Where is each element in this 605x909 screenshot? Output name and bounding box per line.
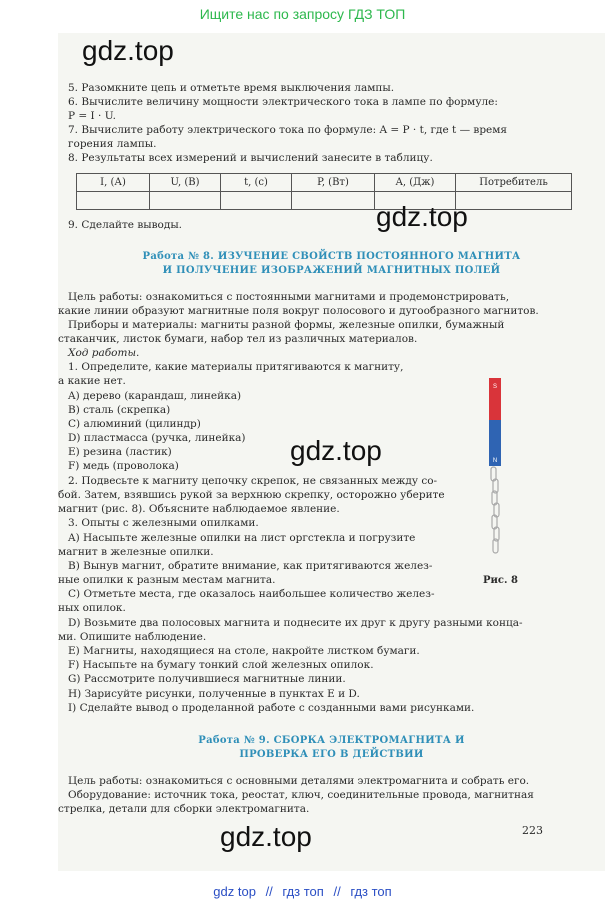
work8-title: Работа № 8. ИЗУЧЕНИЕ СВОЙСТВ ПОСТОЯННОГО МАГНИТА: [142, 251, 521, 262]
text-line: 7. Вычислите работу электрического тока по формуле: A = P · t, где t — время: [68, 124, 508, 136]
footer-link[interactable]: гдз топ: [282, 884, 324, 899]
text-line: Цель работы: ознакомиться с основными деталями электромагнита и собрать его.: [68, 775, 530, 787]
text-line: C) алюминий (цилиндр): [68, 418, 201, 430]
figure-caption: Рис. 8: [483, 575, 518, 586]
text-line: H) Зарисуйте рисунки, полученные в пунктах E и D.: [68, 688, 360, 700]
text-line: бой. Затем, взявшись рукой за верхнюю скрепку, осторожно уберите: [58, 489, 445, 501]
text-line: P = I · U.: [68, 110, 116, 122]
table-header-cell: P, (Вт): [292, 174, 375, 192]
text-line: F) Насыпьте на бумагу тонкий слой железных опилок.: [68, 659, 374, 671]
footer-link[interactable]: гдз топ: [350, 884, 392, 899]
text-line: ми. Опишите наблюдение.: [58, 631, 207, 643]
textbook-page: [58, 33, 605, 871]
text-line: B) сталь (скрепка): [68, 404, 171, 416]
results-table: [76, 173, 572, 210]
text-line: магнит (рис. 8). Объясните наблюдаемое явление.: [58, 503, 340, 515]
table-cell: [77, 192, 150, 210]
text-line: F) медь (проволока): [68, 460, 179, 472]
text-line: D) пластмасса (ручка, линейка): [68, 432, 246, 444]
table-cell: [150, 192, 221, 210]
text-line: а какие нет.: [58, 375, 126, 387]
table-row: [77, 192, 572, 210]
text-line: Цель работы: ознакомиться с постоянными магнитами и продемонстрировать,: [68, 291, 510, 303]
banner[interactable]: Ищите нас по запросу ГДЗ ТОП: [199, 6, 406, 22]
text-line: E) Магниты, находящиеся на столе, накройте листком бумаги.: [68, 645, 420, 657]
work8-title: И ПОЛУЧЕНИЕ ИЗОБРАЖЕНИЙ МАГНИТНЫХ ПОЛЕЙ: [162, 265, 501, 276]
text-line: 3. Опыты с железными опилками.: [68, 517, 259, 529]
footer-separator: //: [265, 884, 273, 899]
page-number: 223: [522, 824, 543, 837]
text-line: горения лампы.: [68, 138, 157, 150]
text-line: 8. Результаты всех измерений и вычислений занесите в таблицу.: [68, 152, 433, 164]
magnet-s-label: S: [492, 384, 498, 390]
text-line: B) Вынув магнит, обратите внимание, как притягиваются желез-: [68, 560, 433, 572]
text-line: A) дерево (карандаш, линейка): [68, 390, 242, 402]
footer-links: [0, 884, 605, 899]
table-header-cell: Потребитель: [456, 174, 572, 192]
work9-title: Работа № 9. СБОРКА ЭЛЕКТРОМАГНИТА И: [198, 735, 465, 746]
table-cell: [456, 192, 572, 210]
text-line: Приборы и материалы: магниты разной формы, железные опилки, бумажный: [68, 319, 505, 331]
text-line: 6. Вычислите величину мощности электрического тока в лампе по формуле:: [68, 96, 498, 108]
text-line: 1. Определите, какие материалы притягиваются к магниту,: [68, 361, 404, 373]
text-line: 2. Подвесьте к магниту цепочку скрепок, не связанных между со-: [68, 475, 438, 487]
text-line: магнит в железные опилки.: [58, 546, 214, 558]
table-header-cell: t, (с): [221, 174, 292, 192]
text-line: ные опилки к разным местам магнита.: [58, 574, 276, 586]
footer-separator: //: [333, 884, 341, 899]
paper-clip-chain: [491, 467, 499, 553]
watermark-logo: gdz.top: [82, 35, 174, 66]
text-line: G) Рассмотрите получившиеся магнитные линии.: [68, 673, 346, 685]
text-line: 5. Разомкните цепь и отметьте время выключения лампы.: [68, 82, 395, 94]
text-line: Оборудование: источник тока, реостат, ключ, соединительные провода, магнитная: [68, 789, 534, 801]
table-header-cell: I, (А): [77, 174, 150, 192]
text-line: C) Отметьте места, где оказалось наибольшее количество желез-: [68, 588, 435, 600]
table-header-row: [77, 174, 572, 192]
text-line: I) Сделайте вывод о проделанной работе с созданными вами рисунками.: [68, 702, 475, 714]
table-cell: [221, 192, 292, 210]
watermark-logo: gdz.top: [290, 435, 382, 466]
table-header-cell: A, (Дж): [375, 174, 456, 192]
watermark-logo: gdz.top: [376, 201, 468, 232]
text-line: стаканчик, листок бумаги, набор тел из различных материалов.: [58, 333, 418, 345]
footer-link[interactable]: gdz top: [213, 884, 256, 899]
table-header-cell: U, (В): [150, 174, 221, 192]
magnet-figure: [476, 376, 512, 566]
text-line: 9. Сделайте выводы.: [68, 219, 183, 231]
watermark-logo: gdz.top: [220, 821, 312, 852]
magnet-n-label: N: [492, 458, 498, 464]
text-line: E) резина (ластик): [68, 446, 172, 458]
text-line: какие линии образуют магнитные поля вокруг полосового и дугообразного магнитов.: [58, 305, 539, 317]
text-line: A) Насыпьте железные опилки на лист оргстекла и погрузите: [68, 532, 416, 544]
work9-title: ПРОВЕРКА ЕГО В ДЕЙСТВИИ: [239, 749, 424, 760]
text-line: стрелка, детали для сборки электромагнита.: [58, 803, 310, 815]
text-line: Ход работы.: [68, 347, 140, 359]
text-line: D) Возьмите два полосовых магнита и поднесите их друг к другу разными конца-: [68, 617, 523, 629]
text-line: ных опилок.: [58, 602, 126, 614]
table-cell: [292, 192, 375, 210]
